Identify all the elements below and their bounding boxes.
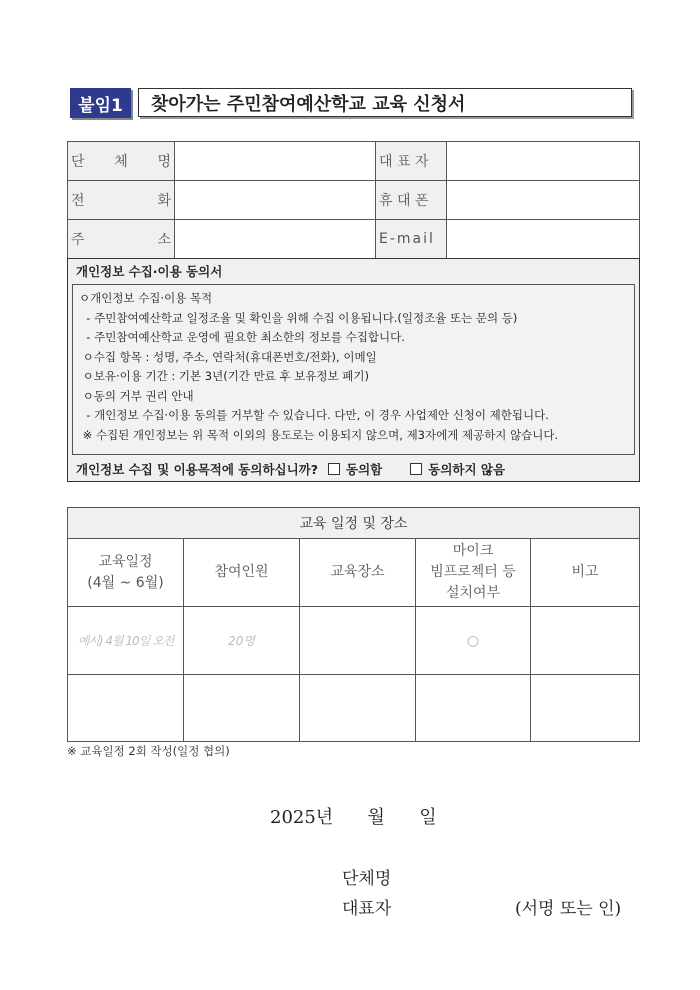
org-name-label: 단체명 xyxy=(342,869,392,889)
consent-title: 개인정보 수집·이용 동의서 xyxy=(76,264,223,279)
header-remarks: 비고 xyxy=(531,539,640,607)
consent-line: - 주민참여예산학교 운영에 필요한 최소한의 정보를 수집합니다. xyxy=(79,330,405,344)
attachment-badge: 붙임1 xyxy=(70,88,131,118)
schedule-table xyxy=(67,507,640,742)
label-address: 주 소 xyxy=(68,220,175,259)
header-schedule: 교육일정 (4월 ~ 6월) xyxy=(68,539,184,607)
representative-field[interactable] xyxy=(447,142,640,181)
address-field[interactable] xyxy=(175,220,376,259)
header-participants: 참여인원 xyxy=(184,539,300,607)
example-remarks[interactable] xyxy=(531,607,640,675)
agree-label: 동의함 xyxy=(346,462,383,477)
example-equipment[interactable]: ○ xyxy=(416,607,531,675)
equipment-cell[interactable] xyxy=(416,675,531,742)
header-venue: 교육장소 xyxy=(300,539,416,607)
header-equipment: 마이크 빔프로젝터 등 설치여부 xyxy=(416,539,531,607)
representative-label: 대표자 xyxy=(342,899,392,919)
signature-label: (서명 또는 인) xyxy=(515,899,622,919)
privacy-consent-section xyxy=(67,258,640,482)
label-org-name: 단 체 명 xyxy=(68,142,175,181)
applicant-info-table xyxy=(67,141,640,259)
label-representative: 대 표 자 xyxy=(376,142,447,181)
page-title: 찾아가는 주민참여예산학교 교육 신청서 xyxy=(138,88,632,117)
consent-line: - 개인정보 수집·이용 동의를 거부할 수 있습니다. 다만, 이 경우 사업제안 신청이 제한됩니다. xyxy=(79,408,549,422)
example-participants[interactable]: 20명 xyxy=(184,607,300,675)
venue-cell[interactable] xyxy=(300,675,416,742)
label-email: E-mail xyxy=(376,220,447,259)
schedule-note: ※ 교육일정 2회 작성(일정 협의) xyxy=(67,744,230,758)
org-name-field[interactable] xyxy=(175,142,376,181)
consent-line: ㅇ수집 항목 : 성명, 주소, 연락처(휴대폰번호/전화), 이메일 xyxy=(79,349,377,364)
consent-details xyxy=(72,284,635,455)
consent-question: 개인정보 수집 및 이용목적에 동의하십니까? xyxy=(76,462,319,477)
schedule-title: 교육 일정 및 장소 xyxy=(68,508,640,539)
consent-line: ※ 수집된 개인정보는 위 목적 이외의 용도로는 이용되지 않으며, 제3자에게 제공하지 않습니다. xyxy=(79,427,559,442)
disagree-checkbox[interactable] xyxy=(410,463,422,475)
email-field[interactable] xyxy=(447,220,640,259)
consent-line: - 주민참여예산학교 일정조율 및 확인을 위해 수집 이용됩니다.(일정조율 또는 문의 등) xyxy=(79,310,518,325)
remarks-cell[interactable] xyxy=(531,675,640,742)
phone-field[interactable] xyxy=(175,181,376,220)
consent-line: ㅇ보유·이용 기간 : 기본 3년(기간 만료 후 보유정보 폐기) xyxy=(79,369,370,383)
participants-cell[interactable] xyxy=(184,675,300,742)
example-venue[interactable] xyxy=(300,607,416,675)
mobile-field[interactable] xyxy=(447,181,640,220)
consent-line: ㅇ개인정보 수집·이용 목적 xyxy=(79,291,213,305)
label-mobile: 휴 대 폰 xyxy=(376,181,447,220)
date-line: 2025년 월 일 xyxy=(270,807,437,828)
disagree-label: 동의하지 않음 xyxy=(428,462,506,477)
example-schedule[interactable]: 예시) 4월 10일 오전 xyxy=(68,607,184,675)
consent-line: ㅇ동의 거부 권리 안내 xyxy=(79,388,194,403)
consent-question-row xyxy=(76,460,505,478)
label-phone: 전 화 xyxy=(68,181,175,220)
agree-checkbox[interactable] xyxy=(328,463,340,475)
schedule-cell[interactable] xyxy=(68,675,184,742)
